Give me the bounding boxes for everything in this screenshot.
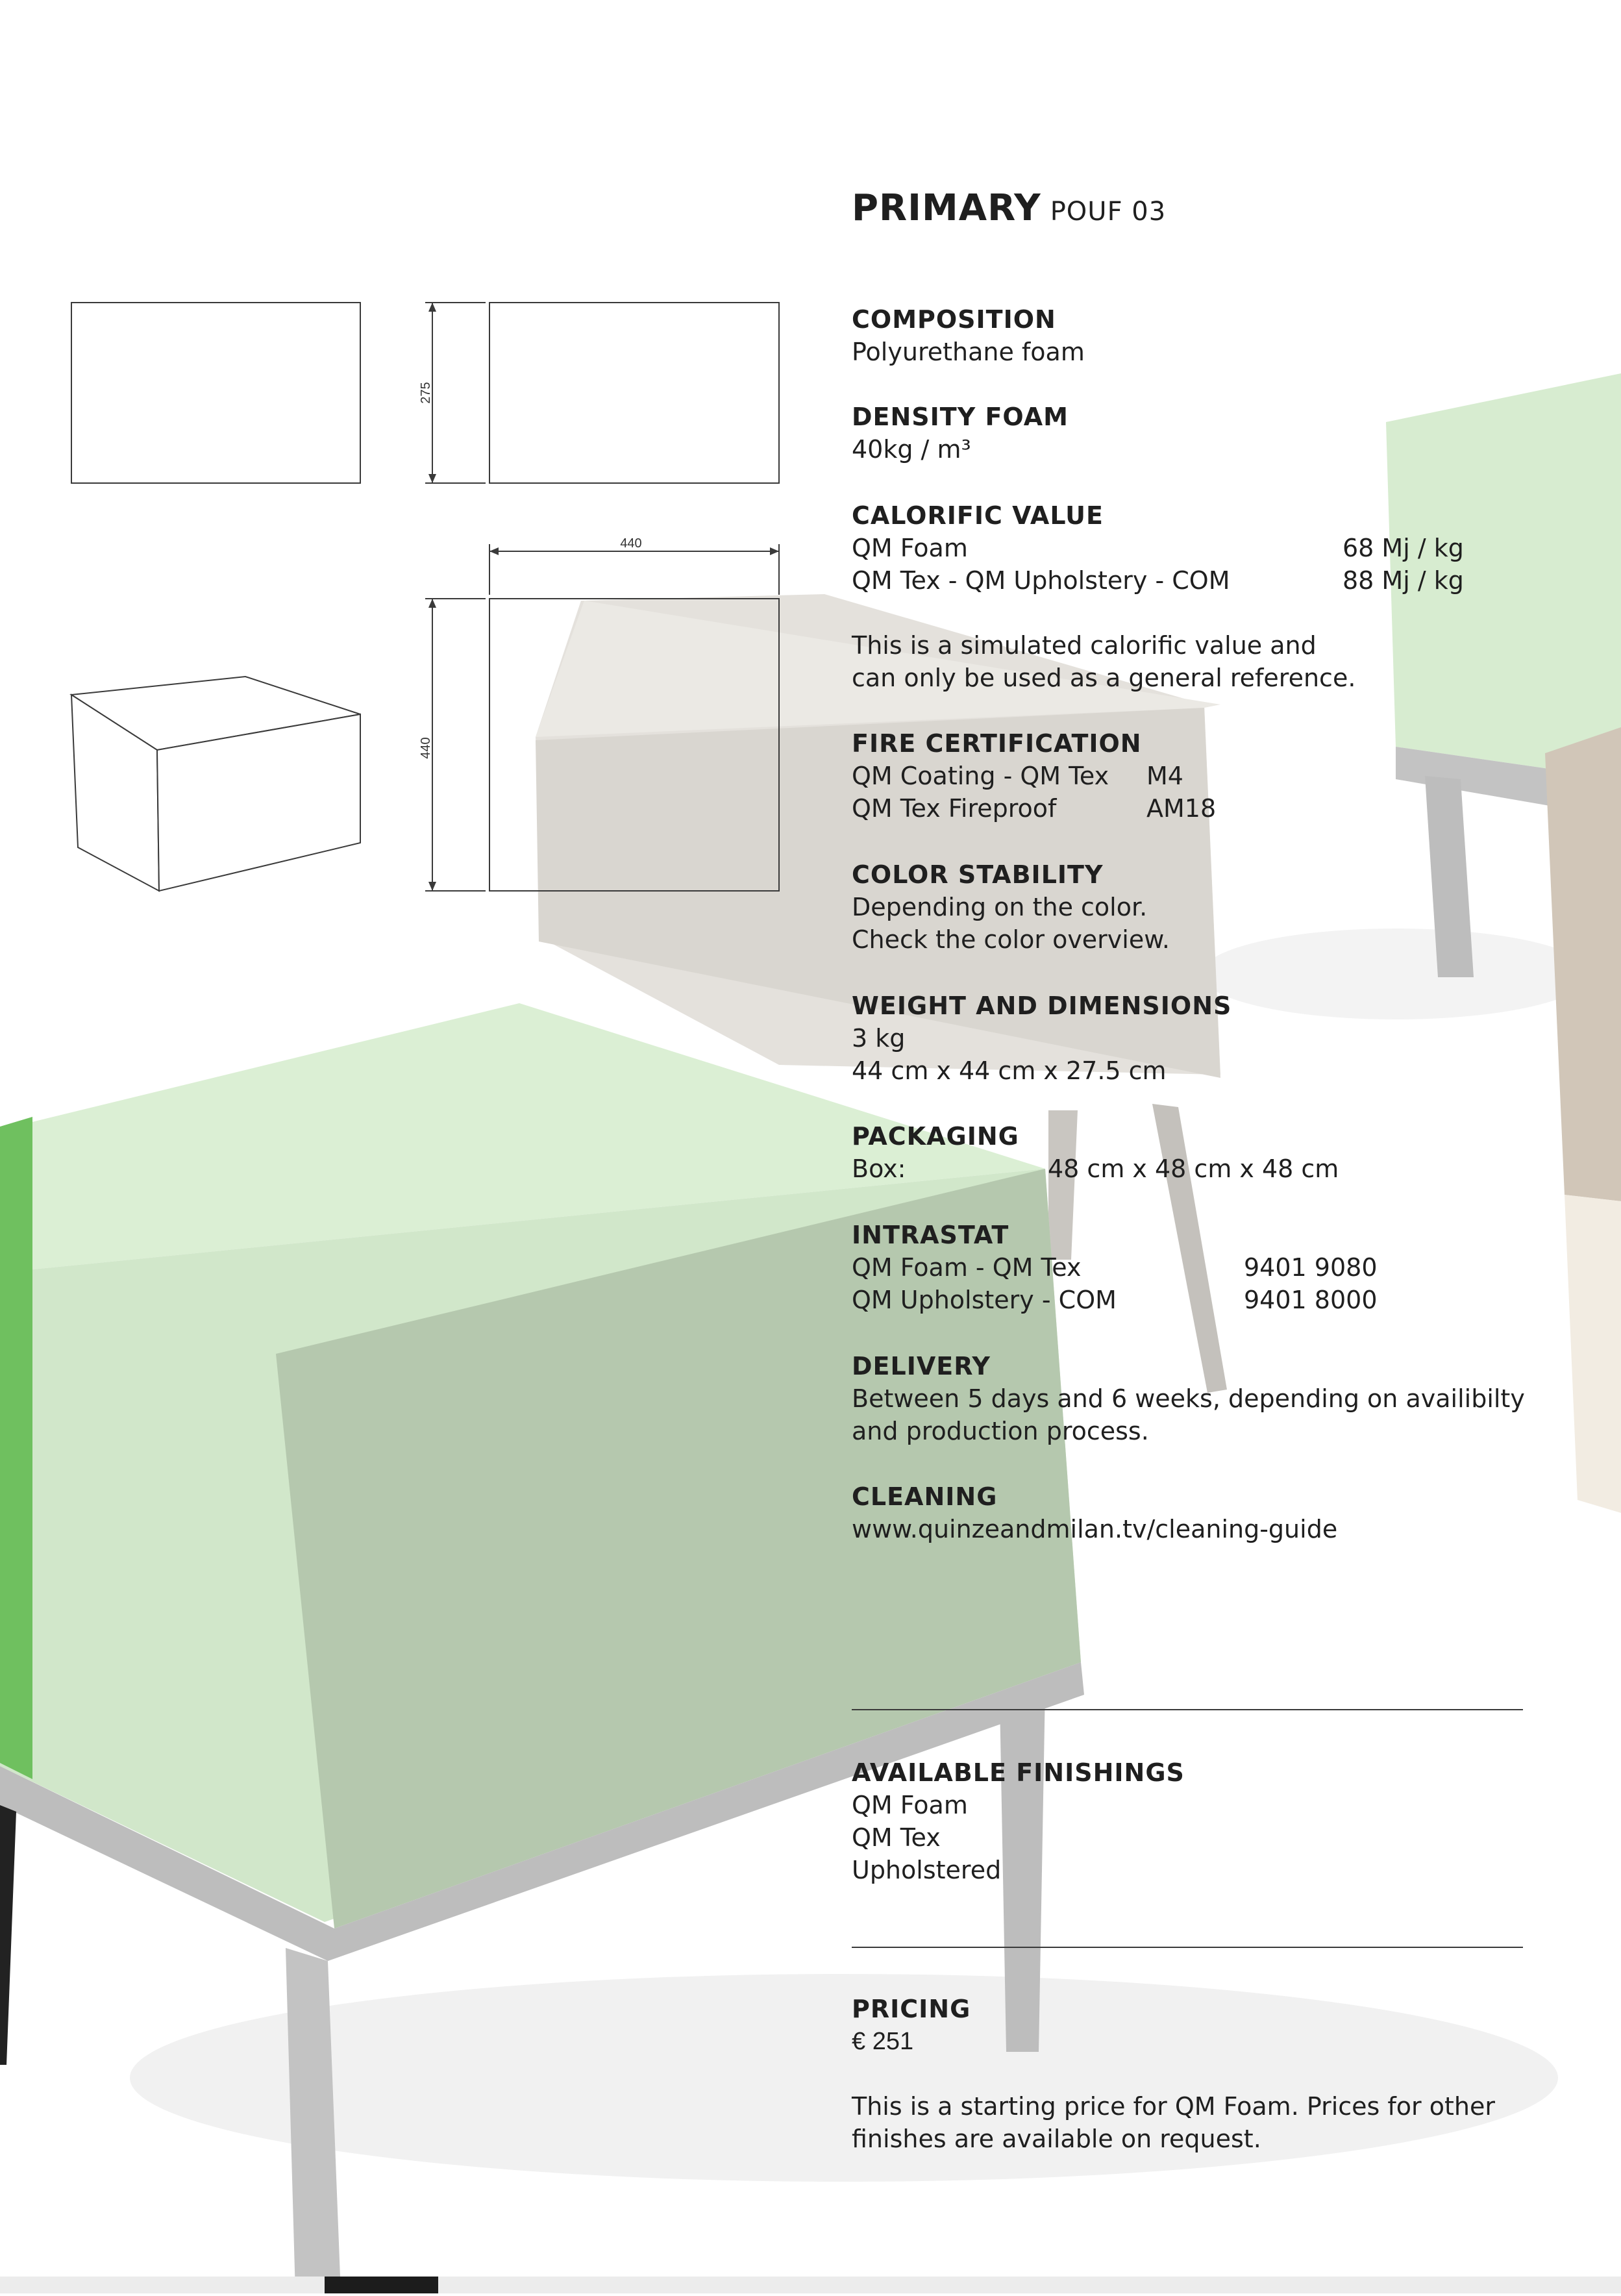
calorific-row — [852, 564, 1527, 597]
packaging-section — [852, 1120, 1527, 1185]
pricing-heading: PRICING — [852, 1995, 971, 2023]
packaging-label: Box: — [852, 1154, 906, 1183]
density-heading: DENSITY FOAM — [852, 403, 1069, 431]
calorific-value: 68 Mj / kg — [1343, 534, 1464, 562]
top-view-drawing — [71, 303, 360, 483]
dimensions-value: 44 cm x 44 cm x 27.5 cm — [852, 1056, 1167, 1085]
price-value: € 251 — [852, 2028, 914, 2055]
intrastat-row — [852, 1284, 1527, 1316]
cleaning-section — [852, 1480, 1527, 1545]
composition-heading: COMPOSITION — [852, 305, 1056, 334]
weight-value: 3 kg — [852, 1024, 906, 1053]
front-view-drawing — [489, 303, 779, 483]
color-stability-line: Depending on the color. — [852, 893, 1148, 921]
height-dimension — [425, 303, 486, 483]
weight-section — [852, 990, 1527, 1087]
product-model: POUF 03 — [1050, 197, 1167, 227]
finishing-item: Upholstered — [852, 1856, 1002, 1884]
intrastat-value: 9401 8000 — [1244, 1286, 1378, 1314]
fire-heading: FIRE CERTIFICATION — [852, 729, 1142, 758]
cleaning-link[interactable]: www.quinzeandmilan.tv/cleaning-guide — [852, 1515, 1338, 1543]
brown-pouf-right — [1545, 727, 1621, 1513]
packaging-row — [852, 1153, 1527, 1185]
intrastat-section — [852, 1219, 1527, 1316]
intrastat-row — [852, 1251, 1527, 1284]
calorific-heading: CALORIFIC VALUE — [852, 501, 1104, 530]
color-stability-heading: COLOR STABILITY — [852, 860, 1104, 889]
weight-heading: WEIGHT AND DIMENSIONS — [852, 992, 1232, 1020]
technical-drawings — [0, 0, 844, 942]
composition-section — [852, 303, 1527, 368]
density-value: 40kg / m³ — [852, 435, 971, 464]
height-label: 275 — [419, 382, 433, 404]
fire-row — [852, 792, 1527, 825]
fire-value: AM18 — [1146, 794, 1217, 823]
depth-label: 440 — [419, 737, 433, 759]
calorific-section — [852, 499, 1527, 694]
delivery-heading: DELIVERY — [852, 1352, 991, 1380]
divider — [852, 1709, 1523, 1710]
fire-row — [852, 760, 1527, 792]
intrastat-label: QM Upholstery - COM — [852, 1286, 1117, 1314]
packaging-value: 48 cm x 48 cm x 48 cm — [1048, 1154, 1339, 1183]
fire-label: QM Tex Fireproof — [852, 794, 1057, 823]
delivery-line: Between 5 days and 6 weeks, depending on availibilty — [852, 1384, 1525, 1413]
finishing-item: QM Tex — [852, 1823, 941, 1852]
calorific-label: QM Tex - QM Upholstery - COM — [852, 566, 1230, 595]
pricing-section — [852, 1993, 1527, 2155]
finishings-section — [852, 1756, 1527, 1886]
isometric-drawing — [71, 677, 360, 891]
divider — [852, 1947, 1523, 1948]
calorific-note-line: This is a simulated calorific value and — [852, 631, 1317, 660]
calorific-row — [852, 532, 1527, 564]
side-view-drawing — [489, 599, 779, 891]
intrastat-heading: INTRASTAT — [852, 1221, 1009, 1249]
fire-label: QM Coating - QM Tex — [852, 762, 1109, 790]
width-label: 440 — [620, 536, 642, 551]
intrastat-label: QM Foam - QM Tex — [852, 1253, 1082, 1282]
pricing-note-line: This is a starting price for QM Foam. Prices for other — [852, 2092, 1495, 2121]
packaging-heading: PACKAGING — [852, 1122, 1019, 1151]
color-stability-line: Check the color overview. — [852, 925, 1170, 954]
delivery-line: and production process. — [852, 1417, 1149, 1445]
calorific-label: QM Foam — [852, 534, 968, 562]
finishings-heading: AVAILABLE FINISHINGS — [852, 1758, 1185, 1787]
pricing-note-line: finishes are available on request. — [852, 2125, 1261, 2153]
fire-section — [852, 727, 1527, 825]
density-section — [852, 401, 1527, 466]
intrastat-value: 9401 9080 — [1244, 1253, 1378, 1282]
footer-bar — [0, 2277, 1621, 2293]
width-dimension — [489, 544, 779, 595]
delivery-section — [852, 1350, 1527, 1447]
finishing-item: QM Foam — [852, 1791, 968, 1819]
page-title — [852, 187, 1166, 229]
depth-dimension — [425, 599, 486, 891]
color-stability-section — [852, 858, 1527, 956]
calorific-value: 88 Mj / kg — [1343, 566, 1464, 595]
composition-value: Polyurethane foam — [852, 338, 1085, 366]
fire-value: M4 — [1146, 762, 1183, 790]
product-name: PRIMARY — [852, 187, 1041, 229]
calorific-note-line: can only be used as a general reference. — [852, 664, 1356, 692]
cleaning-heading: CLEANING — [852, 1482, 998, 1511]
